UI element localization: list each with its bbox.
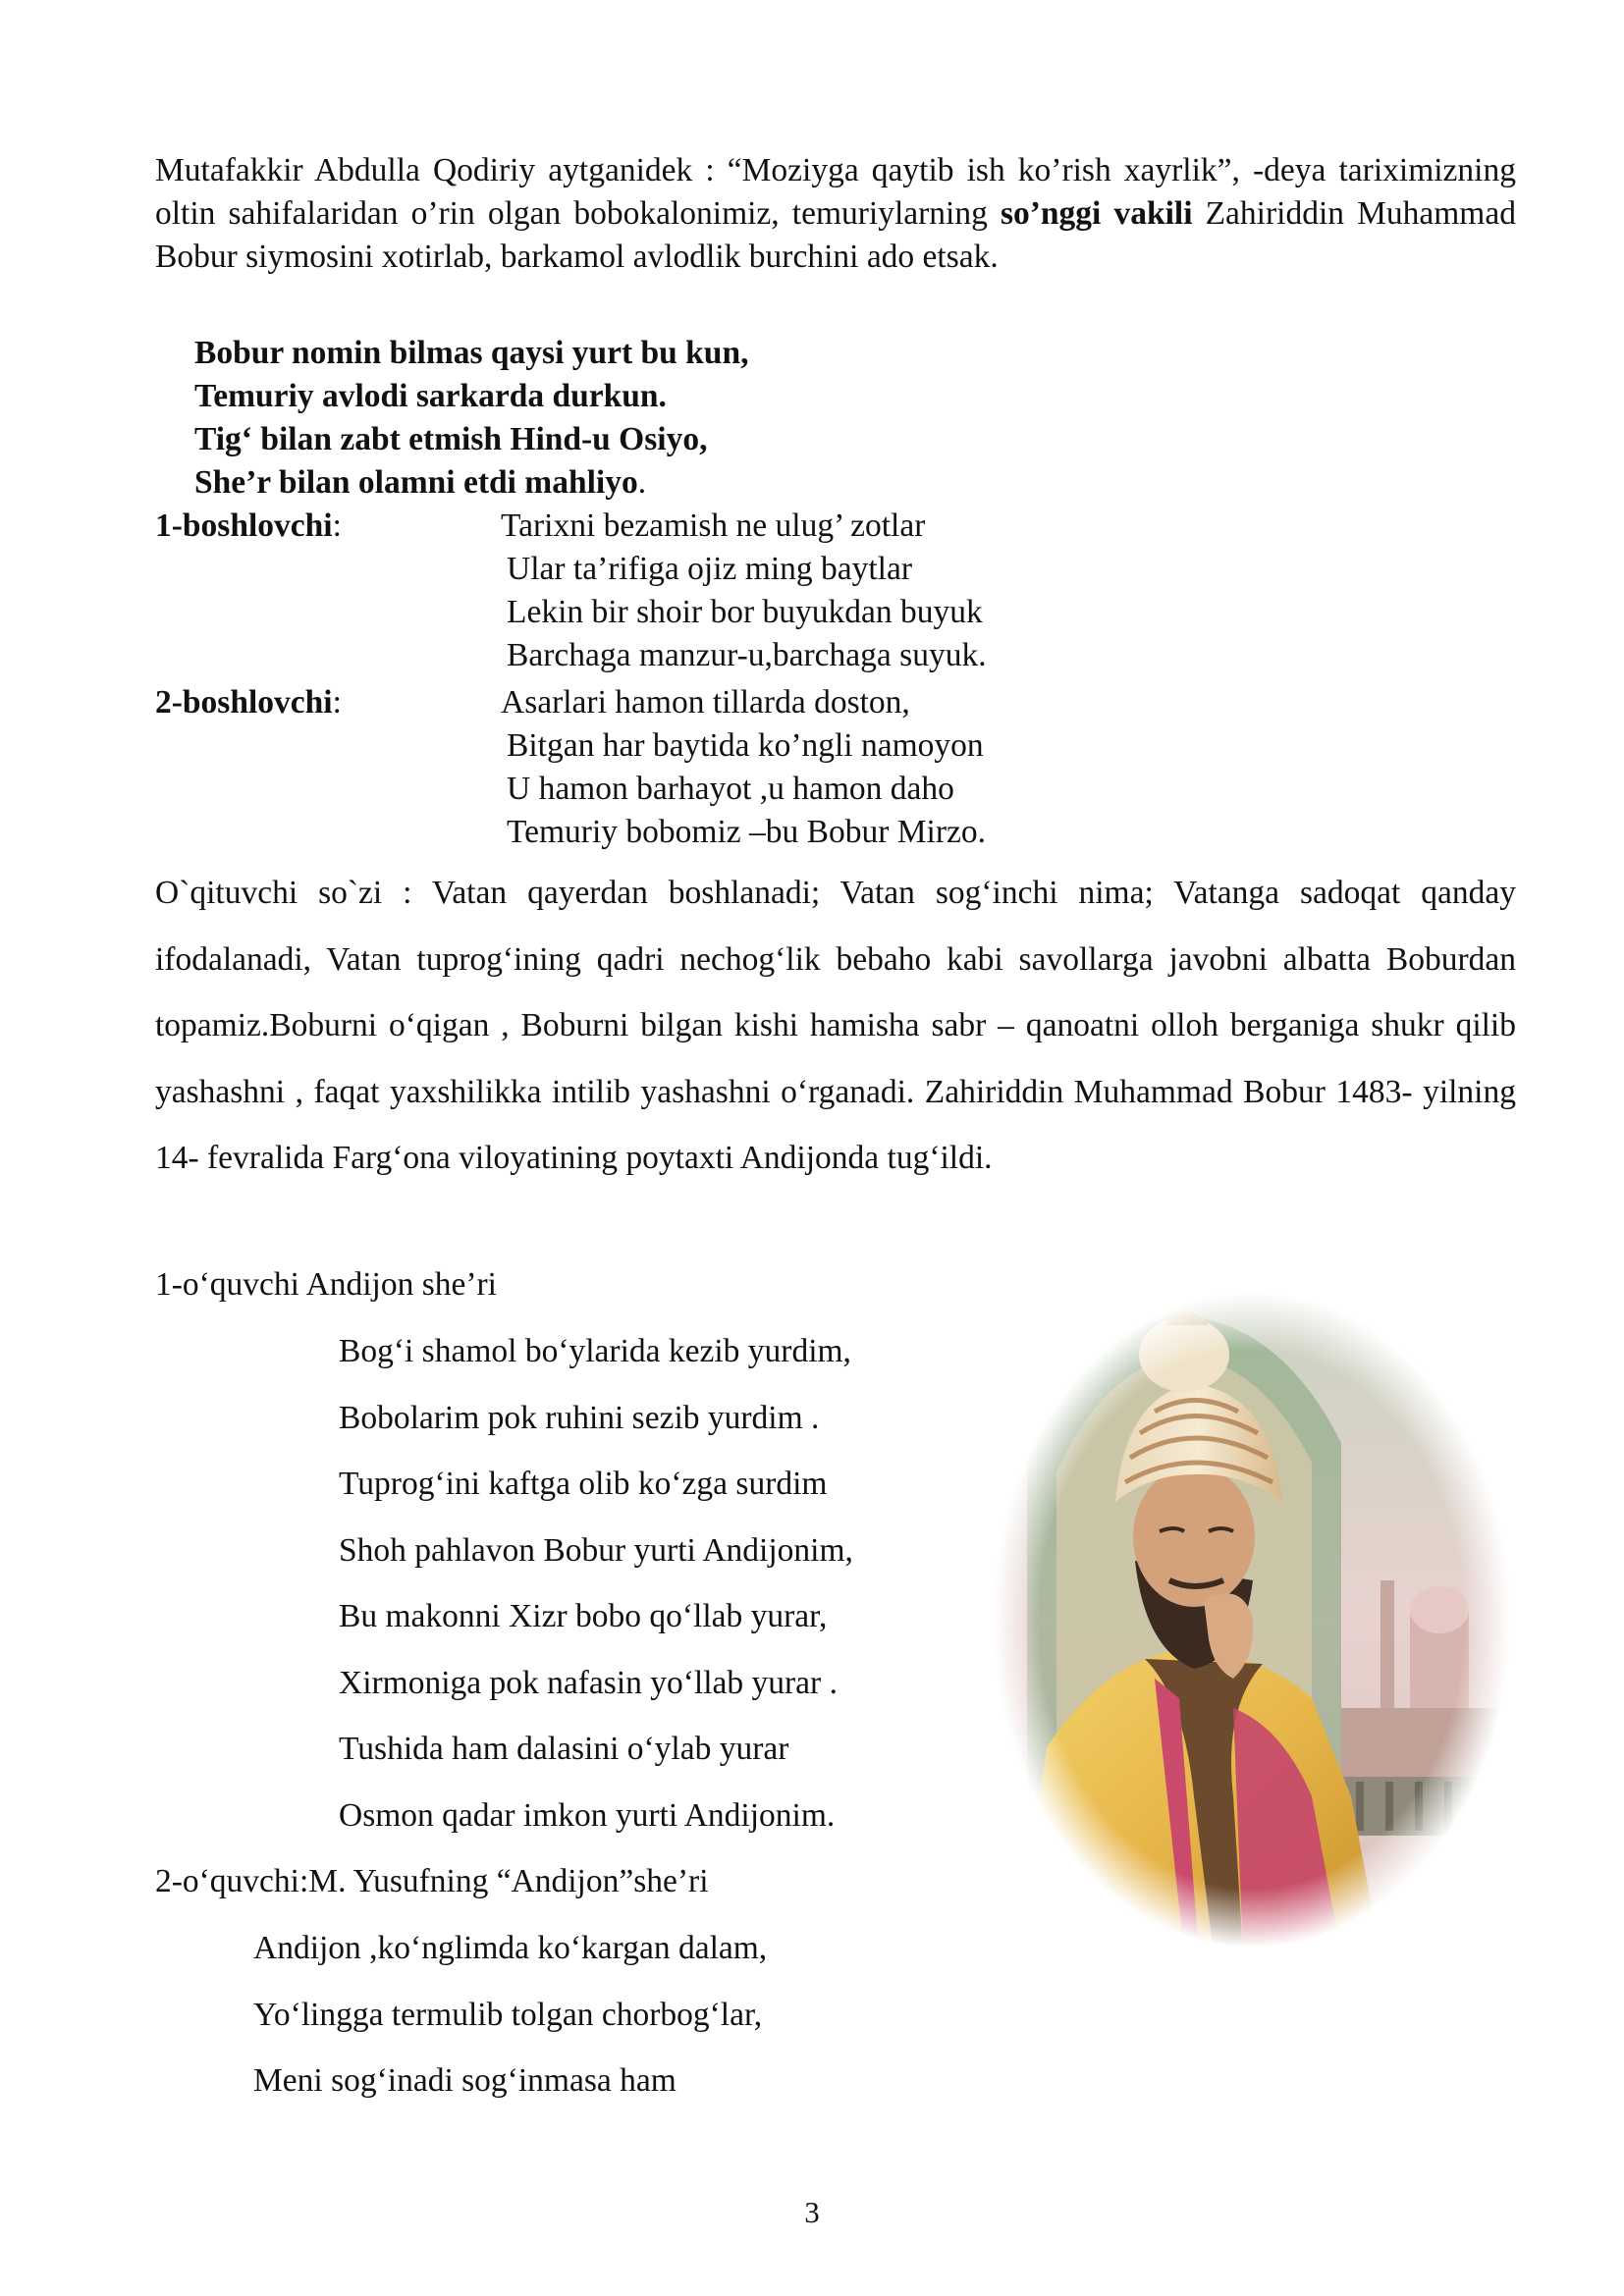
poem-line: Bu makonni Xizr bobo qo‘llab yurar, — [339, 1598, 828, 1634]
poem-line: Shoh pahlavon Bobur yurti Andijonim, — [339, 1531, 853, 1569]
poem-line: Yo‘lingga termulib tolgan chorbog‘lar, — [253, 1996, 763, 2033]
host2-line: U hamon barhayot ,u hamon daho — [507, 771, 954, 807]
host2-label: 2-boshlovchi: — [155, 684, 342, 721]
babur-portrait-image — [988, 1286, 1516, 1953]
host1-label: 1-boshlovchi: — [155, 507, 342, 544]
poem-line: Bog‘i shamol bo‘ylarida kezib yurdim, — [339, 1333, 851, 1369]
student2-poem — [253, 1927, 767, 2126]
host1-line: Tarixni bezamish ne ulug’ zotlar — [501, 507, 926, 544]
poem-line: Andijon ,ko‘nglimda ko‘kargan dalam, — [253, 1930, 768, 1966]
poem-line: Osmon qadar imkon yurti Andijonim. — [339, 1796, 836, 1834]
host2-verse — [501, 681, 986, 854]
teacher-paragraph: O`qituvchi so`zi : Vatan qayerdan boshlanadi; Vatan sog‘inchi nima; Vatanga sadoqat qanday ifodalanadi, Vatan tuprog‘ining qadri nechog‘lik bebaho kabi savollarga javobni albatta Boburdan topamiz.Boburni o‘qigan , Boburni bilgan kishi hamisha sabr – qanoatni olloh berganiga shukr qilib yashashni , faqat yaxshilikka intilib yashashni o‘rganadi. Zahiriddin Muhammad Bobur 1483- yilning 14- fevralida Farg‘ona viloyatining poytaxti Andijonda tug‘ildi. — [155, 875, 1516, 1176]
host1-line: Ular ta’rifiga ojiz ming baytlar — [507, 551, 913, 587]
verse-line: Tig‘ bilan zabt etmish Hind-u Osiyo, — [194, 421, 708, 457]
student1-label: 1-o‘quvchi Andijon she’ri — [155, 1266, 497, 1303]
bold-verse — [194, 332, 748, 505]
host2-line: Asarlari hamon tillarda doston, — [501, 684, 910, 721]
poem-line: Tuprog‘ini kaftga olib ko‘zga surdim — [339, 1466, 828, 1502]
verse-line: She’r bilan olamni etdi mahliyo. — [194, 464, 647, 501]
intro-text-2: Zahiriddin Muhammad Bobur siymosini xotirlab, barkamol avlodlik burchini ado etsak. — [155, 195, 1516, 275]
intro-bold-text: so’nggi vakili — [1000, 195, 1193, 232]
student1-poem — [339, 1330, 853, 1860]
verse-end-period: . — [637, 464, 647, 501]
host2-line: Temuriy bobomiz –bu Bobur Mirzo. — [507, 814, 986, 850]
host1-verse — [501, 505, 987, 677]
host1-line: Barchaga manzur-u,barchaga suyuk. — [507, 637, 987, 673]
poem-line: Tushida ham dalasini o‘ylab yurar — [339, 1731, 789, 1767]
verse-line: Temuriy avlodi sarkarda durkun. — [194, 378, 667, 414]
host1-line: Lekin bir shoir bor buyukdan buyuk — [507, 594, 983, 630]
intro-paragraph — [155, 149, 1516, 279]
poem-line: Xirmoniga pok nafasin yo‘llab yurar . — [339, 1664, 838, 1701]
host2-line: Bitgan har baytida ko’ngli namoyon — [507, 727, 984, 764]
intro-text-1: Mutafakkir Abdulla Qodiriy aytganidek : “Moziyga qaytib ish ko’rish xayrlik”, -deya tariximizning oltin sahifalaridan o’rin olgan bobokalonimiz, temuriylarning — [155, 152, 1516, 232]
student2-label: 2-o‘quvchi:M. Yusufning “Andijon”she’ri — [155, 1863, 709, 1899]
verse-line: Bobur nomin bilmas qaysi yurt bu kun, — [194, 335, 749, 371]
poem-line: Meni sog‘inadi sog‘inmasa ham — [253, 2062, 677, 2099]
poem-line: Bobolarim pok ruhini sezib yurdim . — [339, 1399, 820, 1436]
page-number: 3 — [804, 2195, 820, 2229]
